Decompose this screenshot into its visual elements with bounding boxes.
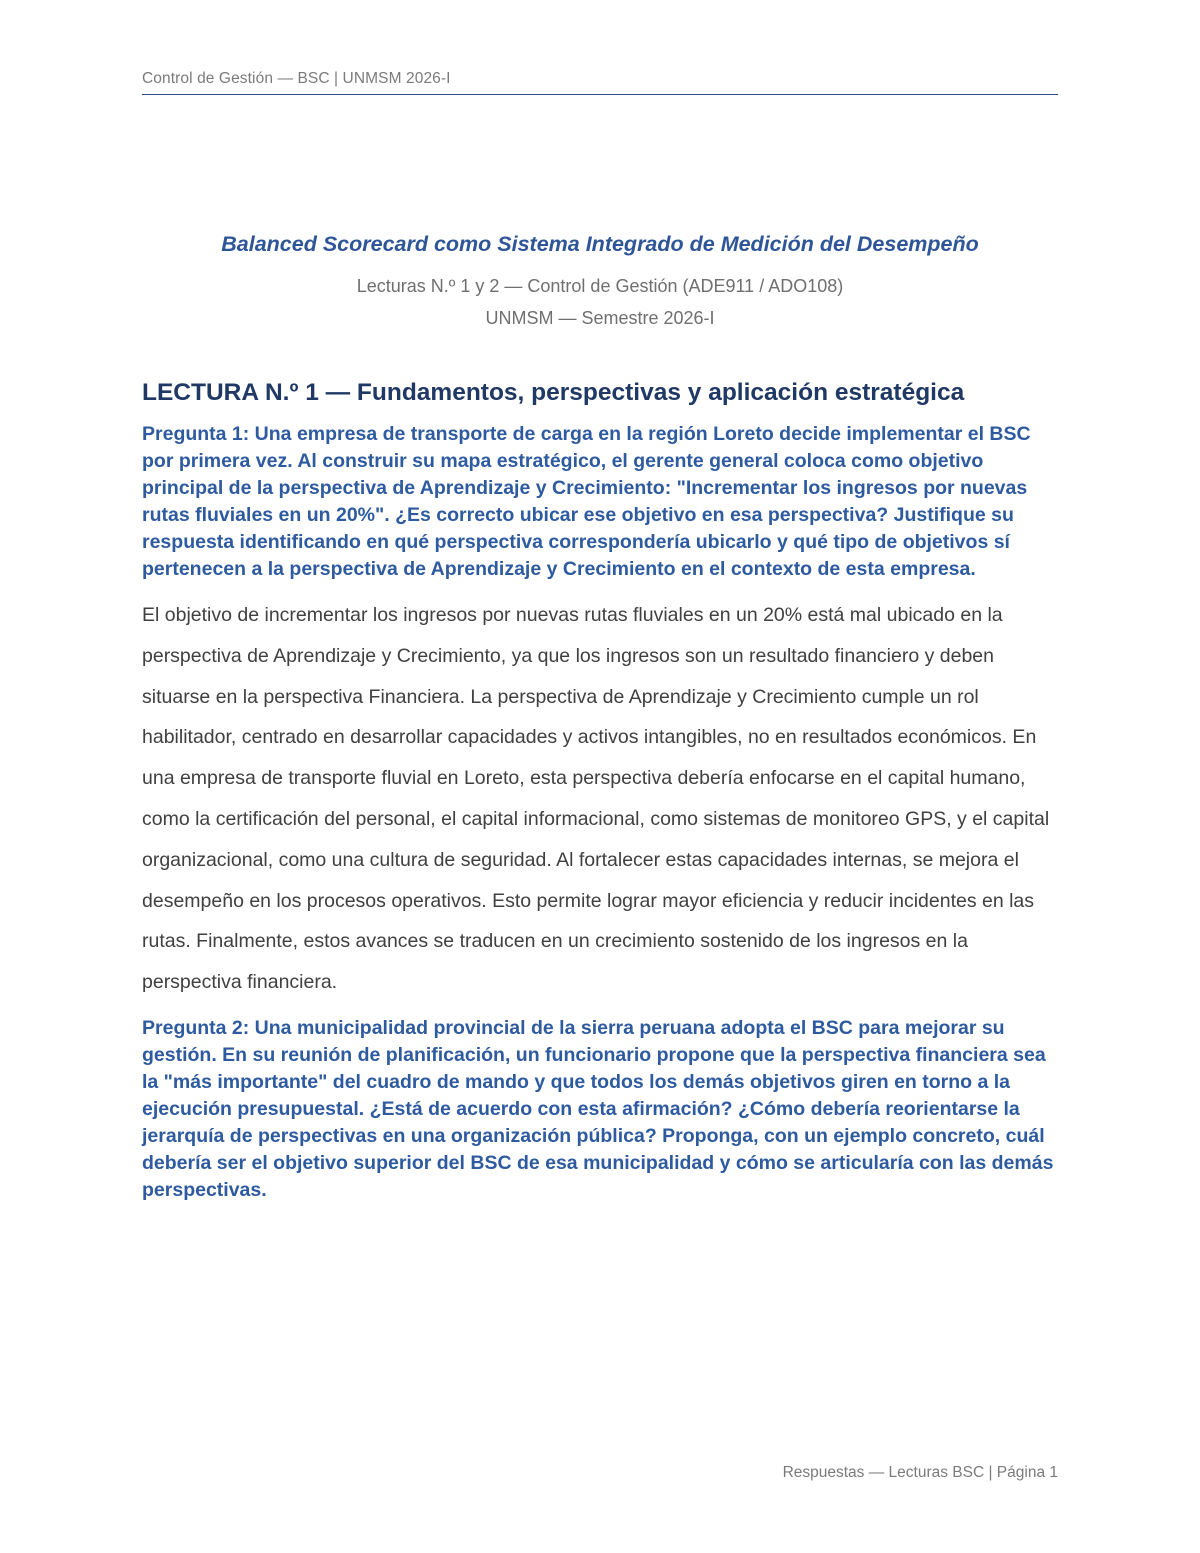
main-content	[142, 377, 1060, 1204]
title-block	[142, 230, 1058, 334]
question-1: Pregunta 1: Una empresa de transporte de carga en la región Loreto decide implementar el BSC por primera vez. Al construir su mapa estratégico, el gerente general coloca como objetivo principal de la perspectiva de Aprendizaje y Crecimiento: "Incrementar los ingresos por nuevas rutas fluviales en un 20%". ¿Es correcto ubicar ese objetivo en esa perspectiva? Justifique su respuesta identificando en qué perspectiva correspondería ubicarlo y qué tipo de objetivos sí pertenecen a la perspectiva de Aprendizaje y Crecimiento en el contexto de esta empresa.	[142, 423, 1031, 580]
running-title: Control de Gestión — BSC | UNMSM 2026-I	[142, 70, 451, 87]
page-footer: Respuestas — Lecturas BSC | Página 1	[782, 1464, 1058, 1481]
document-title: Balanced Scorecard como Sistema Integrado de Medición del Desempeño	[221, 232, 979, 256]
page-header	[142, 68, 1058, 95]
document-subtitle: Lecturas N.º 1 y 2 — Control de Gestión (ADE911 / ADO108)	[356, 276, 844, 296]
answer-1: El objetivo de incrementar los ingresos por nuevas rutas fluviales en un 20% está mal ubicado en la perspectiva de Aprendizaje y Crecimiento, ya que los ingresos son un resultado financiero y deben situarse en la perspectiva Financiera. La perspectiva de Aprendizaje y Crecimiento cumple un rol habilitador, centrado en desarrollar capacidades y activos intangibles, no en resultados económicos. En una empresa de transporte fluvial en Loreto, esta perspectiva debería enfocarse en el capital humano, como la certificación del personal, el capital informacional, como sistemas de monitoreo GPS, y el capital organizacional, como una cultura de seguridad. Al fortalecer estas capacidades internas, se mejora el desempeño en los procesos operativos. Esto permite lograr mayor eficiencia y reducir incidentes en las rutas. Finalmente, estos avances se traducen en un crecimiento sostenido de los ingresos en la perspectiva financiera.	[142, 604, 1050, 994]
section-heading: LECTURA N.º 1 — Fundamentos, perspectivas y aplicación estratégica	[142, 379, 965, 406]
question-2: Pregunta 2: Una municipalidad provincial de la sierra peruana adopta el BSC para mejorar su gestión. En su reunión de planificación, un funcionario propone que la perspectiva financiera sea la "más importante" del cuadro de mando y que todos los demás objetivos giren en torno a la ejecución presupuestal. ¿Está de acuerdo con esta afirmación? ¿Cómo debería reorientarse la jerarquía de perspectivas en una organización pública? Proponga, con un ejemplo concreto, cuál debería ser el objetivo superior del BSC de esa municipalidad y cómo se articularía con las demás perspectivas.	[142, 1016, 1054, 1201]
document-subtitle-institution: UNMSM — Semestre 2026-I	[485, 308, 715, 328]
